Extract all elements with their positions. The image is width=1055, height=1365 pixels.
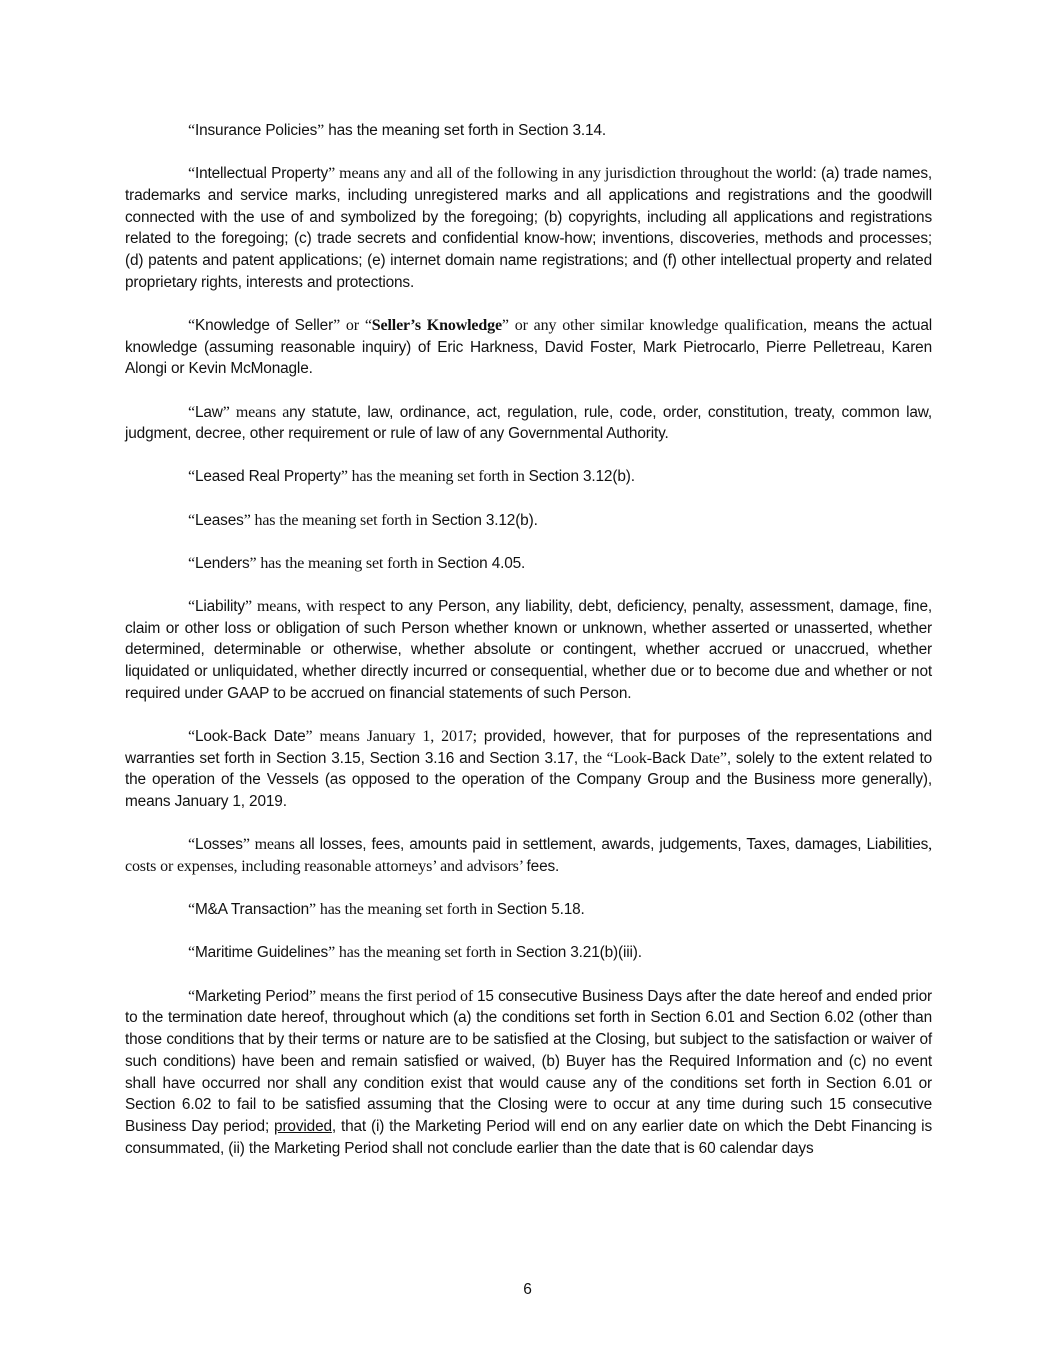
definition-text: or any other similar knowledge qualification, xyxy=(508,316,807,334)
defined-term: Leases xyxy=(194,511,244,529)
section-reference: Section 3.12(b). xyxy=(431,511,538,529)
defined-term: Liability xyxy=(194,598,245,616)
definition-text: world: (a) trade names, trademarks and service marks, including unregistered marks and all applications and registrations and the goodwill connected with the use of and symbolized by the foregoing; (b) copyrights, including all applications and registrations related to the foregoing; (c) trade secrets and confidential know-how; inventions, discoveries, methods and processes; (d) patents and patent applications; (e) internet domain name registrations; and (f) other intellectual property and related proprietary rights, interests and protections. xyxy=(125,165,932,291)
definition-text: has the meaning set forth in xyxy=(250,511,432,529)
definition-losses: “Losses” means all losses, fees, amounts paid in settlement, awards, judgements, Taxes, damages, Liabilities, costs or expenses, including reasonable attorneys’ and advisors’ fees. xyxy=(125,836,933,876)
defined-term: Leased Real Property xyxy=(194,468,341,486)
definition-liability: “Liability” means, with respect to any Person, any liability, debt, deficiency, penalty, assessment, damage, fine, claim or other loss or obligation of such Person whether known or unknown, whether asserted or unasserted, whether determined, determinable or otherwise, whether absolute or contingent, whether accrued or unaccrued, whether liquidated or unliquidated, whether directly incurred or consequential, whether due or to become due and whether or not required under GAAP to be accrued on financial statements of such Person. xyxy=(125,598,932,702)
defined-term: Knowledge of Seller xyxy=(194,316,334,334)
defined-term: Look-Back Date xyxy=(194,728,306,746)
definition-text: means the actual knowledge (assuming reasonable inquiry) of Eric Harkness, David Foster, Mark Pietrocarlo, Pierre Pelletreau, Karen Alongi or Kevin McMonagle. xyxy=(125,316,933,378)
definition-m-and-a-transaction: “M&A Transaction” has the meaning set forth in Section 5.18. xyxy=(188,901,585,919)
definition-text: means any and all of the following in any jurisdiction throughout the xyxy=(335,165,773,183)
defined-term: Intellectual Property xyxy=(194,165,329,183)
definition-text: means, with resp xyxy=(251,598,366,616)
definition-text: has the meaning set forth in Section 3.14. xyxy=(324,122,606,139)
definition-insurance-policies: “Insurance Policies” has the meaning set forth in Section 3.14. xyxy=(188,122,606,139)
definition-text: ect to any Person, any liability, debt, deficiency, penalty, assessment, damage, fine, claim or other loss or obligation of such Person whether known or unknown, whether asserted or unasserted, whether determined, determinable or otherwise, whether absolute or contingent, whether accrued or unaccrued, whether liquidated or unliquidated, whether directly incurred or consequential, whether due or to become due and whether or not required under GAAP to be accrued on financial statements of such Person. xyxy=(125,598,932,702)
provided-underlined: provided xyxy=(274,1117,332,1135)
section-reference: Section 3.12(b). xyxy=(528,468,635,486)
definition-text: means a xyxy=(229,403,290,421)
defined-term: Lenders xyxy=(194,554,250,572)
defined-term: Marketing Period xyxy=(194,987,310,1005)
definition-text: provided, however, that for purposes of the representations and warranties set forth in Section 3.15, Section 3.16 and Section 3.17, xyxy=(125,728,932,767)
definition-lenders: “Lenders” has the meaning set forth in Section 4.05. xyxy=(188,554,526,572)
definition-knowledge-of-seller: “Knowledge of Seller” or “Seller’s Knowledge” or any other similar knowledge qualification, means the actual knowledge (assuming reasonable inquiry) of Eric Harkness, David Foster, Mark Pietrocarlo, Pierre Pelletreau, Karen Alongi or Kevin McMonagle. xyxy=(125,316,933,378)
defined-term: Seller’s Knowledge xyxy=(371,316,502,334)
definition-leases: “Leases” has the meaning set forth in Section 3.12(b). xyxy=(188,511,538,529)
definition-text: has the meaning set forth in xyxy=(256,554,438,572)
definition-text: has the meaning set forth in xyxy=(347,468,529,486)
definition-maritime-guidelines: “Maritime Guidelines” has the meaning set forth in Section 3.21(b)(iii). xyxy=(188,944,642,962)
defined-term: Maritime Guidelines xyxy=(194,944,329,962)
defined-term: Losses xyxy=(194,836,243,854)
defined-term: M&A Transaction xyxy=(194,901,310,919)
section-reference: Section 3.21(b)(iii). xyxy=(515,944,642,962)
definition-text: 15 consecutive Business Days after the date hereof and ended prior to the termination date hereof, throughout which (a) the conditions set forth in Section 6.01 and Section 6.02 (other than those conditions that by their terms or nature are to be satisfied at the Closing, but subject to the satisfaction or waiver of such conditions) have been and remain satisfied or waived, (b) Buyer has the Required Information and (c) no event shall have occurred nor shall any condition exist that would cause any of the conditions set forth in Section 6.01 or Section 6.02 to fail to be satisfied assuming that the Closing were to occur at any time during such 15 consecutive Business Day period; xyxy=(125,987,932,1135)
page-number: 6 xyxy=(523,1281,532,1298)
definitions-section xyxy=(125,120,932,1181)
defined-term: Insurance Policies xyxy=(194,122,318,139)
definition-marketing-period: “Marketing Period” means the first period of 15 consecutive Business Days after the date hereof and ended prior to the termination date hereof, throughout which (a) the conditions set forth in Section 6.01 and Section 6.02 (other than those conditions that by their terms or nature are to be satisfied at the Closing, but subject to the satisfaction or waiver of such conditions) have been and remain satisfied or waived, (b) Buyer has the Required Information and (c) no event shall have occurred nor shall any condition exist that would cause any of the conditions set forth in Section 6.01 or Section 6.02 to fail to be satisfied assuming that the Closing were to occur at any time during such 15 consecutive Business Day period; provided, that (i) the Marketing Period will end on any earlier date on which the Debt Financing is consummated, (ii) the Marketing Period shall not conclude earlier than the date that is 60 calendar days xyxy=(125,987,932,1157)
definition-text: all losses, fees, amounts paid in settlement, awards, judgements, Taxes, damages, Liabilities xyxy=(299,836,929,854)
defined-term: Law xyxy=(194,403,223,421)
definition-text: means xyxy=(249,836,300,854)
definition-law: “Law” means any statute, law, ordinance, act, regulation, rule, code, order, constitution, treaty, common law, judgment, decree, other requirement or rule of law of any Governmental Authority. xyxy=(125,403,932,443)
definition-text: has the meaning set forth in xyxy=(335,944,516,962)
definition-text: ny statute, law, ordinance, act, regulation, rule, code, order, constitution, treaty, common law, judgment, decree, other requirement or rule of law of any Governmental Authority. xyxy=(125,403,932,443)
definition-text: means the first period of xyxy=(315,987,478,1005)
definition-intellectual-property: “Intellectual Property” means any and all of the following in any jurisdiction throughout the world: (a) trade names, trademarks and service marks, including unregistered marks and all applications and registrations and the goodwill connected with the use of and symbolized by the foregoing; (b) copyrights, including all applications and registrations related to the foregoing; (c) trade secrets and confidential know-how; inventions, discoveries, methods and processes; (d) patents and patent applications; (e) internet domain name registrations; and (f) other intellectual property and related proprietary rights, interests and protections. xyxy=(125,165,932,291)
definition-look-back-date: “Look-Back Date” means January 1, 2017; provided, however, that for purposes of the representations and warranties set forth in Section 3.15, Section 3.16 and Section 3.17, the “Look-Back Date”, solely to the extent related to the operation of the Vessels (as opposed to the operation of the Company Group and the Business more generally), means January 1, 2019. xyxy=(125,728,933,811)
definition-text: has the meaning set forth in xyxy=(316,901,497,919)
section-reference: Section 4.05. xyxy=(437,554,526,572)
section-reference: Section 5.18. xyxy=(496,901,585,919)
definition-leased-real-property: “Leased Real Property” has the meaning set forth in Section 3.12(b). xyxy=(188,468,635,486)
definition-text: means January 1, 2017; xyxy=(312,728,484,746)
